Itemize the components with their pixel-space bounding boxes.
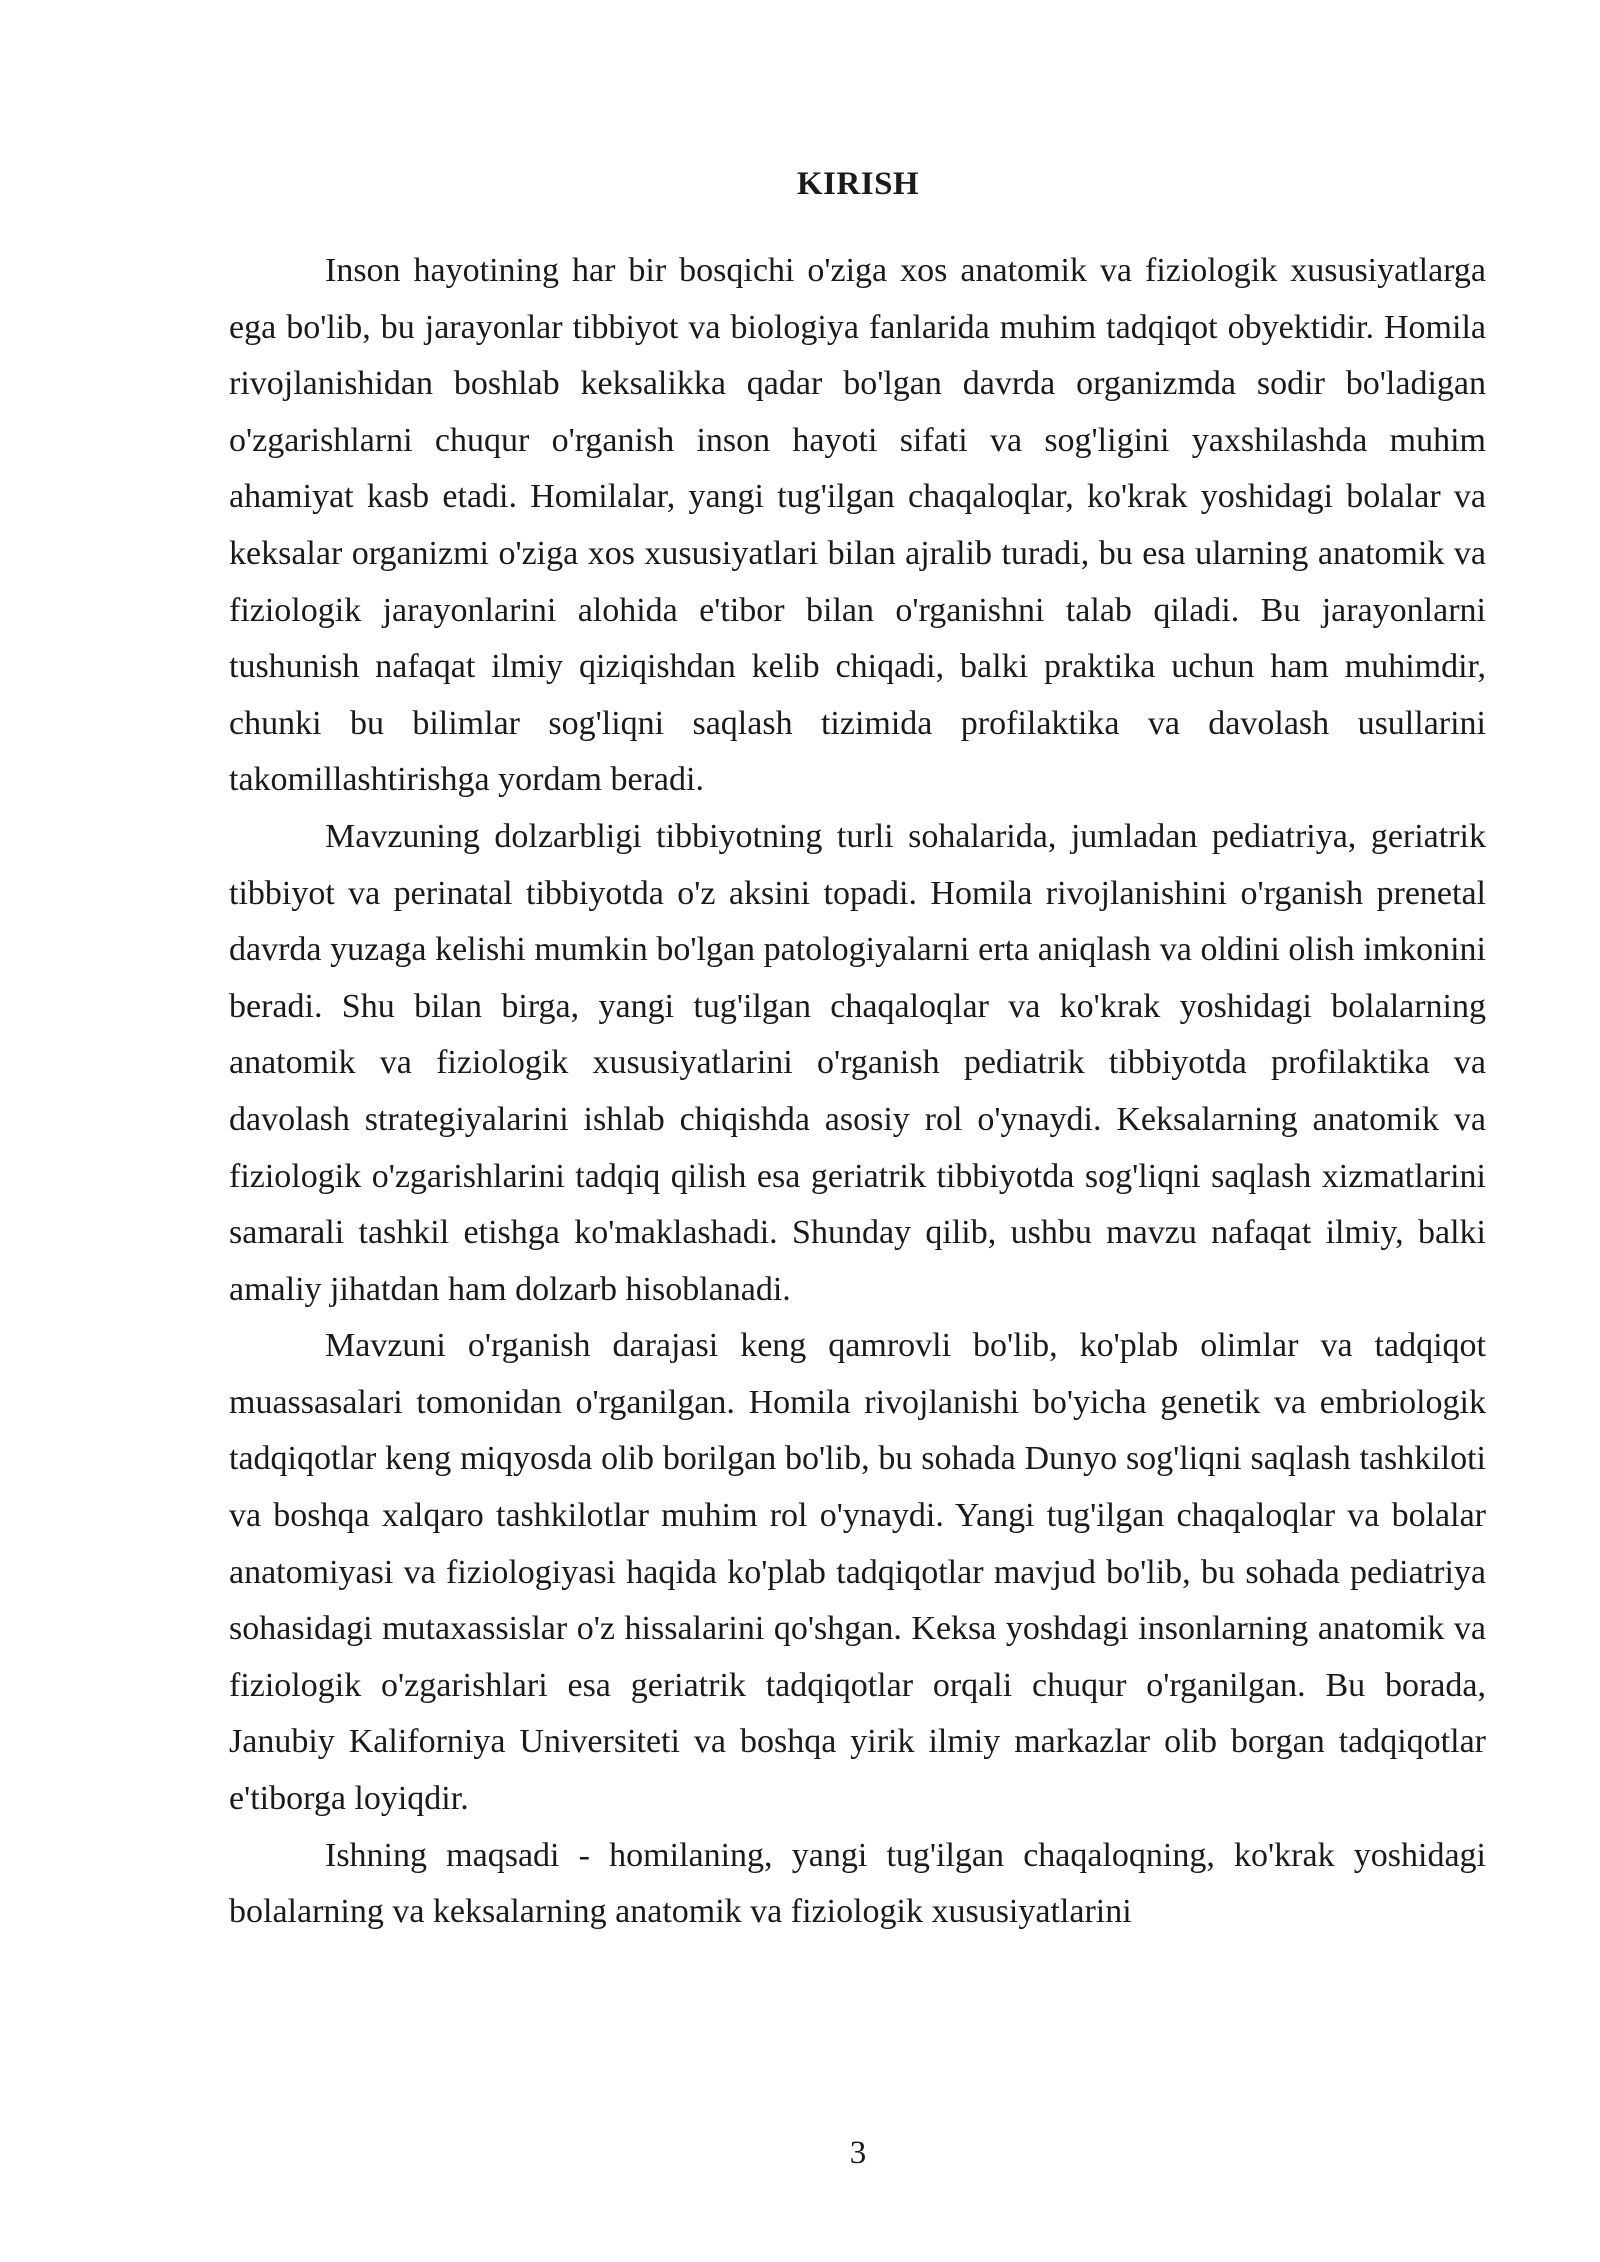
section-heading: KIRISH — [796, 166, 920, 202]
paragraph-study-level: Mavzuni o'rganish darajasi keng qamrovli bo'lib, ko'plab olimlar va tadqiqot muassasalari tomonidan o'rganilgan. Homila rivojlanishi bo'yicha genetik va embriologik tadqiqotlar keng miqyosda olib borilgan bo'lib, bu sohada Dunyo sog'liqni saqlash tashkiloti va boshqa xalqaro tashkilotlar muhim rol o'ynaydi. Yangi tug'ilgan chaqaloqlar va bolalar anatomiyasi va fiziologiyasi haqida ko'plab tadqiqotlar mavjud bo'lib, bu sohada pediatriya sohasidagi mutaxassislar o'z hissalarini qo'shgan. Keksa yoshdagi insonlarning anatomik va fiziologik o'zgarishlari esa geriatrik tadqiqotlar orqali chuqur o'rganilgan. Bu borada, Janubiy Kaliforniya Universiteti va boshqa yirik ilmiy markazlar olib borgan tadqiqotlar e'tiborga loyiqdir. — [229, 1327, 1486, 1818]
paragraph-goal: Ishning maqsadi - homilaning, yangi tug'ilgan chaqaloqning, ko'krak yoshidagi bolalarning va keksalarning anatomik va fiziologik xususiyatlarini — [229, 1836, 1486, 1931]
paragraph-introduction: Inson hayotining har bir bosqichi o'ziga xos anatomik va fiziologik xususiyatlarga ega bo'lib, bu jarayonlar tibbiyot va biologiya fanlarida muhim tadqiqot obyektidir. Homila rivojlanishidan boshlab keksalikka qadar bo'lgan davrda organizmda sodir bo'ladigan o'zgarishlarni chuqur o'rganish inson hayoti sifati va sog'ligini yaxshilashda muhim ahamiyat kasb etadi. Homilalar, yangi tug'ilgan chaqaloqlar, ko'krak yoshidagi bolalar va keksalar organizmi o'ziga xos xususiyatlari bilan ajralib turadi, bu esa ularning anatomik va fiziologik jarayonlarini alohida e'tibor bilan o'rganishni talab qiladi. Bu jarayonlarni tushunish nafaqat ilmiy qiziqishdan kelib chiqadi, balki praktika uchun ham muhimdir, chunki bu bilimlar sog'liqni saqlash tizimida profilaktika va davolash usullarini takomillashtirishga yordam beradi. — [229, 252, 1486, 799]
paragraph-relevance: Mavzuning dolzarbligi tibbiyotning turli sohalarida, jumladan pediatriya, geriatrik tibbiyot va perinatal tibbiyotda o'z aksini topadi. Homila rivojlanishini o'rganish prenetal davrda yuzaga kelishi mumkin bo'lgan patologiyalarni erta aniqlash va oldini olish imkonini beradi. Shu bilan birga, yangi tug'ilgan chaqaloqlar va ko'krak yoshidagi bolalarning anatomik va fiziologik xususiyatlarini o'rganish pediatrik tibbiyotda profilaktika va davolash strategiyalarini ishlab chiqishda asosiy rol o'ynaydi. Keksalarning anatomik va fiziologik o'zgarishlarini tadqiq qilish esa geriatrik tibbiyotda sog'liqni saqlash xizmatlarini samarali tashkil etishga ko'maklashadi. Shunday qilib, ushbu mavzu nafaqat ilmiy, balki amaliy jihatdan ham dolzarb hisoblanadi. — [229, 817, 1486, 1308]
page-number: 3 — [849, 2135, 867, 2171]
body-text — [229, 243, 1486, 1941]
